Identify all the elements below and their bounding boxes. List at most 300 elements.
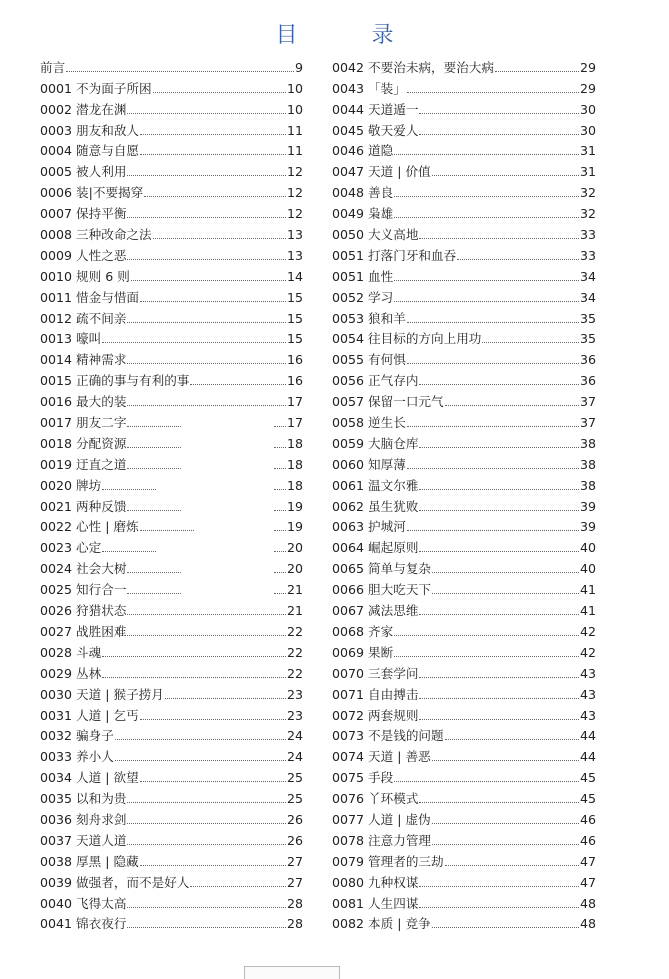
dot-leader (274, 593, 286, 594)
toc-entry-title: 0037 天道人道 (40, 832, 127, 848)
dot-leader (394, 154, 579, 155)
dot-leader (419, 719, 579, 720)
dot-leader (419, 238, 579, 239)
dot-leader (127, 593, 181, 594)
dot-leader (102, 489, 156, 490)
dot-leader (274, 510, 286, 511)
toc-page-number: 36 (579, 352, 596, 368)
toc-entry-title: 0024 社会大树 (40, 561, 127, 577)
toc-entry[interactable] (332, 577, 596, 598)
toc-entry[interactable] (40, 222, 303, 243)
toc-entry[interactable] (332, 891, 596, 912)
toc-entry[interactable] (332, 97, 596, 118)
toc-entry[interactable] (40, 452, 303, 473)
toc-entry-title: 0032 骗身子 (40, 728, 114, 744)
dot-leader (394, 196, 579, 197)
dot-leader (419, 113, 579, 114)
toc-page-number: 29 (579, 80, 596, 96)
toc-entry-title: 0034 人道 | 欲望 (40, 770, 139, 786)
toc-page-number: 13 (286, 247, 303, 263)
toc-page-number: 46 (579, 832, 596, 848)
toc-entry[interactable] (332, 494, 596, 515)
toc-page-number: 28 (286, 895, 303, 911)
toc-entry[interactable] (332, 306, 596, 327)
dot-leader (140, 154, 286, 155)
dot-leader (419, 489, 579, 490)
dot-leader (419, 698, 579, 699)
toc-entry[interactable] (40, 76, 303, 97)
toc-entry-title: 0058 逆生长 (332, 415, 406, 431)
toc-entry-title: 0066 胆大吃天下 (332, 582, 432, 598)
toc-page-number: 37 (579, 394, 596, 410)
toc-entry[interactable] (332, 912, 596, 933)
toc-page-number: 23 (286, 707, 303, 723)
toc-page-number: 19 (286, 519, 303, 535)
toc-page-number: 18 (286, 456, 303, 472)
toc-entry-title: 0076 丫环模式 (332, 791, 419, 807)
toc-page-number: 35 (579, 331, 596, 347)
dot-leader (407, 92, 579, 93)
toc-page-number: 10 (286, 101, 303, 117)
toc-entry-title: 0077 人道 | 虚伪 (332, 811, 431, 827)
toc-entry-title: 0005 被人利用 (40, 164, 127, 180)
toc-entry[interactable] (332, 619, 596, 640)
dot-leader (131, 280, 286, 281)
toc-entry[interactable] (40, 159, 303, 180)
dot-leader (274, 489, 286, 490)
toc-page-number: 30 (579, 101, 596, 117)
toc-entry[interactable] (40, 535, 303, 556)
toc-entry[interactable] (40, 598, 303, 619)
dot-leader (274, 572, 286, 573)
dot-leader (165, 698, 286, 699)
dot-leader (140, 719, 286, 720)
dot-leader (127, 614, 286, 615)
dot-leader (140, 301, 286, 302)
toc-page-number: 16 (286, 373, 303, 389)
toc-entry[interactable] (332, 556, 596, 577)
toc-entry[interactable] (332, 744, 596, 765)
toc-page-number: 43 (579, 665, 596, 681)
toc-entry[interactable] (332, 76, 596, 97)
toc-entry[interactable] (40, 556, 303, 577)
dot-leader (127, 572, 181, 573)
toc-entry-title: 0025 知行合一 (40, 582, 127, 598)
dot-leader (127, 927, 286, 928)
dot-leader (394, 280, 579, 281)
toc-entry[interactable] (40, 410, 303, 431)
toc-entry[interactable] (332, 640, 596, 661)
toc-entry-title: 0019 迂直之道 (40, 456, 127, 472)
toc-entry[interactable] (332, 807, 596, 828)
toc-entry[interactable] (40, 285, 303, 306)
dot-leader (140, 865, 286, 866)
toc-entry[interactable] (40, 870, 303, 891)
toc-page-number: 39 (579, 498, 596, 514)
toc-entry-title: 0073 不是钱的问题 (332, 728, 444, 744)
dot-leader (394, 301, 579, 302)
toc-entry[interactable] (332, 682, 596, 703)
toc-entry[interactable] (332, 724, 596, 745)
toc-entry[interactable] (40, 682, 303, 703)
toc-entry-title: 0068 齐家 (332, 623, 394, 639)
toc-entry[interactable] (332, 410, 596, 431)
toc-page-number: 46 (579, 811, 596, 827)
dot-leader (407, 322, 579, 323)
toc-entry-title: 0067 减法思维 (332, 603, 419, 619)
toc-entry-title: 0042 不要治未病，要治大病 (332, 59, 494, 75)
toc-entry-title: 0006 装|不要揭穿 (40, 185, 144, 201)
toc-page-number: 21 (286, 582, 303, 598)
dot-leader (127, 405, 286, 406)
dot-leader (274, 551, 286, 552)
dot-leader (144, 196, 286, 197)
toc-right-column (332, 55, 596, 932)
toc-entry[interactable] (332, 598, 596, 619)
toc-page-number: 13 (286, 227, 303, 243)
toc-entry-title: 0033 养小人 (40, 749, 114, 765)
toc-page-number: 23 (286, 686, 303, 702)
toc-page-number: 42 (579, 644, 596, 660)
toc-entry[interactable] (332, 765, 596, 786)
toc-entry[interactable] (332, 159, 596, 180)
toc-entry[interactable] (40, 347, 303, 368)
toc-entry-title: 0014 精神需求 (40, 352, 127, 368)
dot-leader (482, 342, 579, 343)
toc-entry-title: 0056 正气存内 (332, 373, 419, 389)
toc-entry[interactable] (40, 912, 303, 933)
toc-page-number: 34 (579, 289, 596, 305)
toc-entry[interactable] (40, 431, 303, 452)
toc-page-number: 17 (286, 394, 303, 410)
dot-leader (419, 551, 579, 552)
dot-leader (66, 71, 294, 72)
toc-entry[interactable] (40, 703, 303, 724)
toc-entry-title: 0069 果断 (332, 644, 394, 660)
dot-leader (102, 342, 286, 343)
toc-entry-title: 0057 保留一口元气 (332, 394, 444, 410)
toc-entry[interactable] (332, 661, 596, 682)
toc-entry-title: 0002 潜龙在渊 (40, 101, 127, 117)
toc-page-number: 22 (286, 623, 303, 639)
toc-entry-title: 0026 狩猎状态 (40, 603, 127, 619)
toc-page-number: 45 (579, 791, 596, 807)
dot-leader (419, 384, 579, 385)
toc-entry[interactable] (40, 765, 303, 786)
toc-entry[interactable] (332, 431, 596, 452)
toc-entry[interactable] (40, 849, 303, 870)
toc-page-number: 33 (579, 247, 596, 263)
toc-entry-title: 0018 分配资源 (40, 435, 127, 451)
toc-entry[interactable] (40, 891, 303, 912)
toc-entry[interactable] (40, 97, 303, 118)
toc-page-number: 32 (579, 206, 596, 222)
toc-entry[interactable] (40, 306, 303, 327)
toc-entry[interactable] (332, 786, 596, 807)
toc-page-number: 38 (579, 456, 596, 472)
toc-entry-title: 0031 人道 | 乞丐 (40, 707, 139, 723)
dot-leader (432, 844, 579, 845)
toc-entry[interactable] (332, 139, 596, 160)
toc-entry[interactable] (40, 327, 303, 348)
dot-leader (127, 322, 286, 323)
toc-entry-title: 0039 做强者，而不是好人 (40, 874, 190, 890)
toc-page-number: 48 (579, 916, 596, 932)
dot-leader (419, 677, 579, 678)
toc-page-number: 12 (286, 185, 303, 201)
toc-page-number: 22 (286, 644, 303, 660)
toc-page-number: 45 (579, 770, 596, 786)
dot-leader (140, 530, 194, 531)
toc-page-number: 39 (579, 519, 596, 535)
toc-entry[interactable] (332, 473, 596, 494)
toc-page-number: 31 (579, 143, 596, 159)
toc-entry-title: 0038 厚黑 | 隐藏 (40, 853, 139, 869)
toc-entry-title: 0052 学习 (332, 289, 394, 305)
dot-leader (140, 134, 286, 135)
toc-entry-title: 0046 道隐 (332, 143, 394, 159)
toc-entry-title: 0013 嚎叫 (40, 331, 102, 347)
dot-leader (495, 71, 579, 72)
toc-page-number: 33 (579, 227, 596, 243)
toc-entry-title: 0047 天道 | 价值 (332, 164, 431, 180)
toc-entry[interactable] (332, 243, 596, 264)
toc-entry-title: 0062 虽生犹败 (332, 498, 419, 514)
dot-leader (407, 426, 579, 427)
dot-leader (102, 656, 286, 657)
dot-leader (274, 447, 286, 448)
dot-leader (432, 175, 579, 176)
toc-entry-title: 0020 牌坊 (40, 477, 102, 493)
toc-page-number: 42 (579, 623, 596, 639)
toc-entry[interactable] (332, 515, 596, 536)
dot-leader (190, 384, 286, 385)
dot-leader (394, 635, 579, 636)
toc-entry[interactable] (40, 473, 303, 494)
toc-page-number: 12 (286, 164, 303, 180)
toc-page-number: 20 (286, 561, 303, 577)
toc-entry-title: 0079 管理者的三劫 (332, 853, 444, 869)
toc-entry-title: 0040 飞得太高 (40, 895, 127, 911)
toc-entry-title: 0021 两种反馈 (40, 498, 127, 514)
toc-page-number: 38 (579, 435, 596, 451)
toc-entry[interactable] (40, 619, 303, 640)
toc-entry[interactable] (332, 828, 596, 849)
toc-entry-title: 0049 枭雄 (332, 206, 394, 222)
toc-entry-title: 0043 「装」 (332, 80, 406, 96)
toc-page-number: 34 (579, 268, 596, 284)
toc-page-number: 9 (294, 59, 303, 75)
dot-leader (419, 886, 579, 887)
dot-leader (274, 426, 286, 427)
toc-entry-title: 0044 天道遁一 (332, 101, 419, 117)
toc-entry[interactable] (332, 347, 596, 368)
toc-entry[interactable] (332, 849, 596, 870)
toc-page-number: 44 (579, 749, 596, 765)
dot-leader (419, 907, 579, 908)
dot-leader (394, 656, 579, 657)
toc-page-number: 20 (286, 540, 303, 556)
toc-entry-title: 0048 善良 (332, 185, 394, 201)
dot-leader (432, 823, 579, 824)
dot-leader (140, 781, 286, 782)
toc-page-number: 25 (286, 791, 303, 807)
toc-entry[interactable] (40, 577, 303, 598)
dot-leader (274, 530, 286, 531)
dot-leader (419, 614, 579, 615)
toc-entry[interactable] (40, 264, 303, 285)
toc-entry-title: 0030 天道 | 猴子捞月 (40, 686, 164, 702)
dot-leader (432, 927, 579, 928)
toc-entry[interactable] (40, 640, 303, 661)
toc-entry[interactable] (332, 870, 596, 891)
toc-entry[interactable] (40, 180, 303, 201)
dot-leader (127, 844, 286, 845)
toc-entry[interactable] (40, 243, 303, 264)
toc-entry-title: 前言 (40, 59, 66, 75)
toc-entry[interactable] (332, 285, 596, 306)
toc-page-number: 47 (579, 874, 596, 890)
dot-leader (432, 593, 579, 594)
toc-entry-title: 0012 疏不间亲 (40, 310, 127, 326)
dot-leader (115, 739, 286, 740)
toc-page-number: 17 (286, 415, 303, 431)
toc-entry-title: 0022 心性 | 磨炼 (40, 519, 139, 535)
toc-title: 目 录 (275, 23, 420, 48)
toc-page-number: 26 (286, 832, 303, 848)
toc-entry[interactable] (40, 55, 303, 76)
dot-leader (127, 113, 286, 114)
toc-page-number: 22 (286, 665, 303, 681)
dot-leader (190, 886, 286, 887)
toc-page-number: 15 (286, 331, 303, 347)
toc-entry[interactable] (332, 535, 596, 556)
toc-page-number: 43 (579, 707, 596, 723)
dot-leader (115, 760, 286, 761)
toc-entry[interactable] (332, 368, 596, 389)
toc-entry-title: 0053 狼和羊 (332, 310, 406, 326)
toc-entry[interactable] (40, 368, 303, 389)
toc-page-number: 15 (286, 310, 303, 326)
toc-entry[interactable] (40, 786, 303, 807)
dot-leader (127, 635, 286, 636)
dot-leader (407, 468, 579, 469)
toc-entry-title: 0055 有何惧 (332, 352, 406, 368)
toc-entry-title: 0065 简单与复杂 (332, 561, 432, 577)
toc-entry-title: 0015 正确的事与有利的事 (40, 373, 190, 389)
dot-leader (127, 447, 181, 448)
toc-entry[interactable] (332, 180, 596, 201)
toc-page-number: 25 (286, 770, 303, 786)
toc-entry-title: 0082 本质 | 竞争 (332, 916, 431, 932)
dot-leader (127, 907, 286, 908)
toc-entry[interactable] (332, 703, 596, 724)
dot-leader (274, 468, 286, 469)
dot-leader (445, 865, 579, 866)
dot-leader (419, 802, 579, 803)
toc-entry[interactable] (332, 327, 596, 348)
toc-entry-title: 0070 三套学问 (332, 665, 419, 681)
toc-entry-title: 0051 血性 (332, 268, 394, 284)
toc-entry-title: 0081 人生四谋 (332, 895, 419, 911)
toc-page-number: 24 (286, 728, 303, 744)
toc-entry-title: 0011 惜金与惜面 (40, 289, 140, 305)
toc-page-number: 26 (286, 811, 303, 827)
toc-page-number: 40 (579, 540, 596, 556)
toc-entry[interactable] (40, 201, 303, 222)
toc-entry-title: 0054 往目标的方向上用功 (332, 331, 482, 347)
dot-leader (419, 134, 579, 135)
toc-entry[interactable] (40, 661, 303, 682)
toc-entry-title: 0050 大义高地 (332, 227, 419, 243)
toc-entry-title: 0027 战胜困难 (40, 623, 127, 639)
toc-page-number: 11 (286, 143, 303, 159)
toc-page-number: 43 (579, 686, 596, 702)
toc-entry[interactable] (40, 724, 303, 745)
dot-leader (127, 175, 286, 176)
dot-leader (445, 739, 579, 740)
toc-entry[interactable] (332, 264, 596, 285)
toc-page-number: 48 (579, 895, 596, 911)
dot-leader (127, 426, 181, 427)
toc-entry-title: 0060 知厚薄 (332, 456, 406, 472)
dot-leader (445, 405, 579, 406)
toc-page-number: 14 (286, 268, 303, 284)
toc-entry[interactable] (40, 744, 303, 765)
toc-entry-title: 0071 自由搏击 (332, 686, 419, 702)
toc-entry[interactable] (40, 515, 303, 536)
toc-entry[interactable] (40, 389, 303, 410)
toc-entry-title: 0059 大脑仓库 (332, 435, 419, 451)
toc-entry[interactable] (332, 201, 596, 222)
toc-entry[interactable] (332, 55, 596, 76)
toc-entry[interactable] (40, 118, 303, 139)
dot-leader (153, 92, 286, 93)
toc-page-number: 18 (286, 477, 303, 493)
toc-entry-title: 0064 崛起原则 (332, 540, 419, 556)
toc-page-number: 18 (286, 435, 303, 451)
toc-page-number: 35 (579, 310, 596, 326)
dot-leader (127, 802, 286, 803)
toc-page-number: 27 (286, 874, 303, 890)
toc-entry[interactable] (40, 807, 303, 828)
toc-entry-title: 0035 以和为贵 (40, 791, 127, 807)
toc-entry-title: 0001 不为面子所困 (40, 80, 152, 96)
toc-page-number: 40 (579, 561, 596, 577)
toc-entry-title: 0045 敬天爱人 (332, 122, 419, 138)
toc-entry[interactable] (332, 389, 596, 410)
dot-leader (407, 363, 579, 364)
toc-entry[interactable] (332, 222, 596, 243)
toc-entry[interactable] (332, 118, 596, 139)
toc-page-number: 31 (579, 164, 596, 180)
toc-page-number: 41 (579, 603, 596, 619)
toc-page-number: 41 (579, 582, 596, 598)
toc-page-number: 28 (286, 916, 303, 932)
toc-entry[interactable] (40, 828, 303, 849)
toc-page-number: 19 (286, 498, 303, 514)
toc-entry[interactable] (40, 494, 303, 515)
toc-entry-title: 0023 心定 (40, 540, 102, 556)
toc-entry-title: 0078 注意力管理 (332, 832, 432, 848)
toc-entry[interactable] (40, 139, 303, 160)
dot-leader (127, 259, 286, 260)
dot-leader (394, 781, 579, 782)
toc-entry[interactable] (332, 452, 596, 473)
toc-page-number: 21 (286, 603, 303, 619)
dot-leader (102, 551, 156, 552)
dot-leader (419, 447, 579, 448)
